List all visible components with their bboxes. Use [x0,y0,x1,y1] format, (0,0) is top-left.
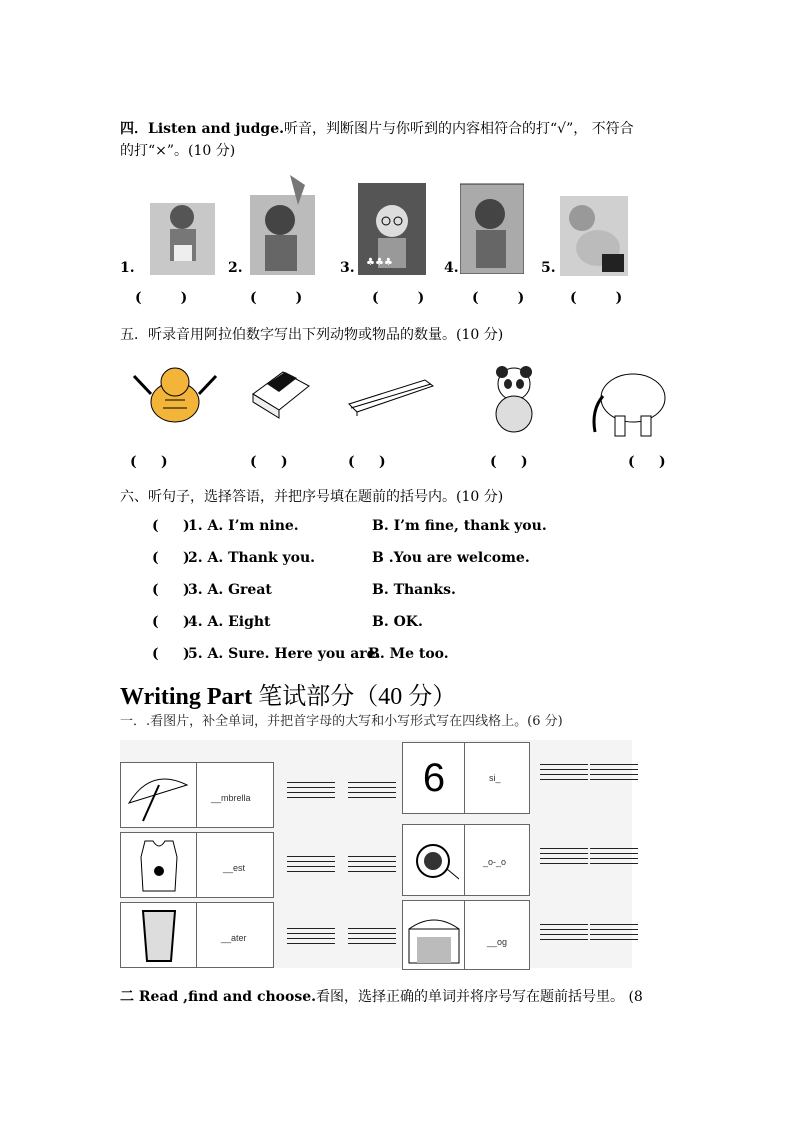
word-six: si_ [489,773,501,783]
vest-picture [120,832,198,898]
answer-blank-5-4[interactable]: ( ) [490,454,528,470]
writing-title-en: Writing Part [120,684,259,710]
option-a-5: 5. A. Sure. Here you are. [188,646,381,662]
section4-heading-zh2: 的打“×”。(10 分) [120,143,236,159]
svg-text:♣♣♣: ♣♣♣ [366,257,393,268]
four-line-grid[interactable] [287,782,335,800]
four-line-grid[interactable] [348,856,396,874]
umbrella-icon [121,763,197,827]
picture-boy-2 [250,175,320,275]
four-line-grid[interactable] [590,764,638,782]
word-card-water [196,902,274,968]
four-line-grid[interactable] [540,764,588,782]
word-card-six [464,742,530,814]
option-b-2: B .You are welcome. [372,550,530,566]
section6-heading-text: 六、听句子，选择答语，并把序号填在题前的括号内。(10 分) [120,489,504,505]
four-line-grid[interactable] [287,928,335,946]
word-yoyo: _o-_o [483,857,507,867]
zoo-gate-icon [403,901,465,969]
section2-heading [120,986,643,1008]
section4-heading-zh: 听音，判断图片与你听到的内容相符合的打“√”， 不符合 [284,121,634,137]
umbrella-picture [120,762,198,828]
four-line-grid[interactable] [590,924,638,942]
vest-icon [121,833,197,897]
option-b-4: B. OK. [372,614,423,630]
six-picture [402,742,466,814]
elephant-icon [585,362,673,440]
section2-heading-zh: 看图，选择正确的单词并将序号写在题前括号里。 (8 [316,989,643,1005]
answer-blank-6-5[interactable]: ( ) [152,646,190,662]
word-zoo: __og [487,937,508,947]
four-line-grid[interactable] [590,848,638,866]
answer-blank-4-4[interactable]: ( ) [472,290,525,306]
ruler-icon [345,376,435,418]
word-vest: __est [223,863,246,873]
section4-heading-en: 四．Listen and judge. [120,121,284,137]
item-number-5: 5. [541,260,556,276]
word-umbrella: __mbrella [211,793,251,803]
answer-blank-6-1[interactable]: ( ) [152,518,190,534]
answer-blank-6-3[interactable]: ( ) [152,582,190,598]
word-card-umbrella [196,762,274,828]
yoyo-picture [402,824,466,896]
word-card-zoo [464,900,530,970]
section4-heading [120,118,680,162]
number-six: 6 [422,756,446,800]
answer-blank-5-5[interactable]: ( ) [628,454,666,470]
four-line-grid[interactable] [287,856,335,874]
writing-q1-heading: 一．.看图片，补全单词，并把首字母的大写和小写形式写在四线格上。(6 分) [120,714,563,729]
four-line-grid[interactable] [540,848,588,866]
picture-girl-3 [358,183,426,275]
word-water: __ater [221,933,247,943]
tiger-icon [130,364,220,426]
water-picture [120,902,198,968]
writing-title-zh: 笔试部分（40 分） [258,684,457,710]
option-b-5: B. Me too. [368,646,449,662]
answer-blank-5-2[interactable]: ( ) [250,454,288,470]
answer-blank-4-5[interactable]: ( ) [570,290,623,306]
option-a-3: 3. A. Great [188,582,272,598]
option-a-2: 2. A. Thank you. [188,550,316,566]
answer-blank-6-2[interactable]: ( ) [152,550,190,566]
four-line-grid[interactable] [348,928,396,946]
panda-icon [478,362,550,440]
four-line-grid[interactable] [540,924,588,942]
option-a-1: 1. A. I’m nine. [188,518,299,534]
zoo-picture [402,900,466,970]
writing-part-title [120,676,456,711]
picture-boy-4 [460,178,524,274]
item-number-4: 4. [444,260,459,276]
section5-heading [120,324,503,346]
answer-blank-4-2[interactable]: ( ) [250,290,303,306]
answer-blank-6-4[interactable]: ( ) [152,614,190,630]
option-b-1: B. I’m fine, thank you. [372,518,547,534]
option-b-3: B. Thanks. [372,582,456,598]
answer-blank-4-3[interactable]: ( ) [372,290,425,306]
word-card-vest [196,832,274,898]
item-number-1: 1. [120,260,135,276]
eraser-icon [245,364,315,422]
section5-heading-text: 五．听录音用阿拉伯数字写出下列动物或物品的数量。(10 分) [120,327,504,343]
answer-blank-4-1[interactable]: ( ) [135,290,188,306]
yoyo-icon [403,825,465,895]
glass-of-water-icon [121,903,197,967]
item-number-2: 2. [228,260,243,276]
option-a-4: 4. A. Eight [188,614,271,630]
four-line-grid[interactable] [348,782,396,800]
picture-boy-1 [150,195,215,275]
item-number-3: 3. [340,260,355,276]
section2-heading-en: 二 Read ,find and choose. [120,989,316,1005]
word-card-yoyo [464,824,530,896]
section6-heading [120,486,503,508]
picture-girl-5 [560,196,628,276]
answer-blank-5-3[interactable]: ( ) [348,454,386,470]
answer-blank-5-1[interactable]: ( ) [130,454,168,470]
